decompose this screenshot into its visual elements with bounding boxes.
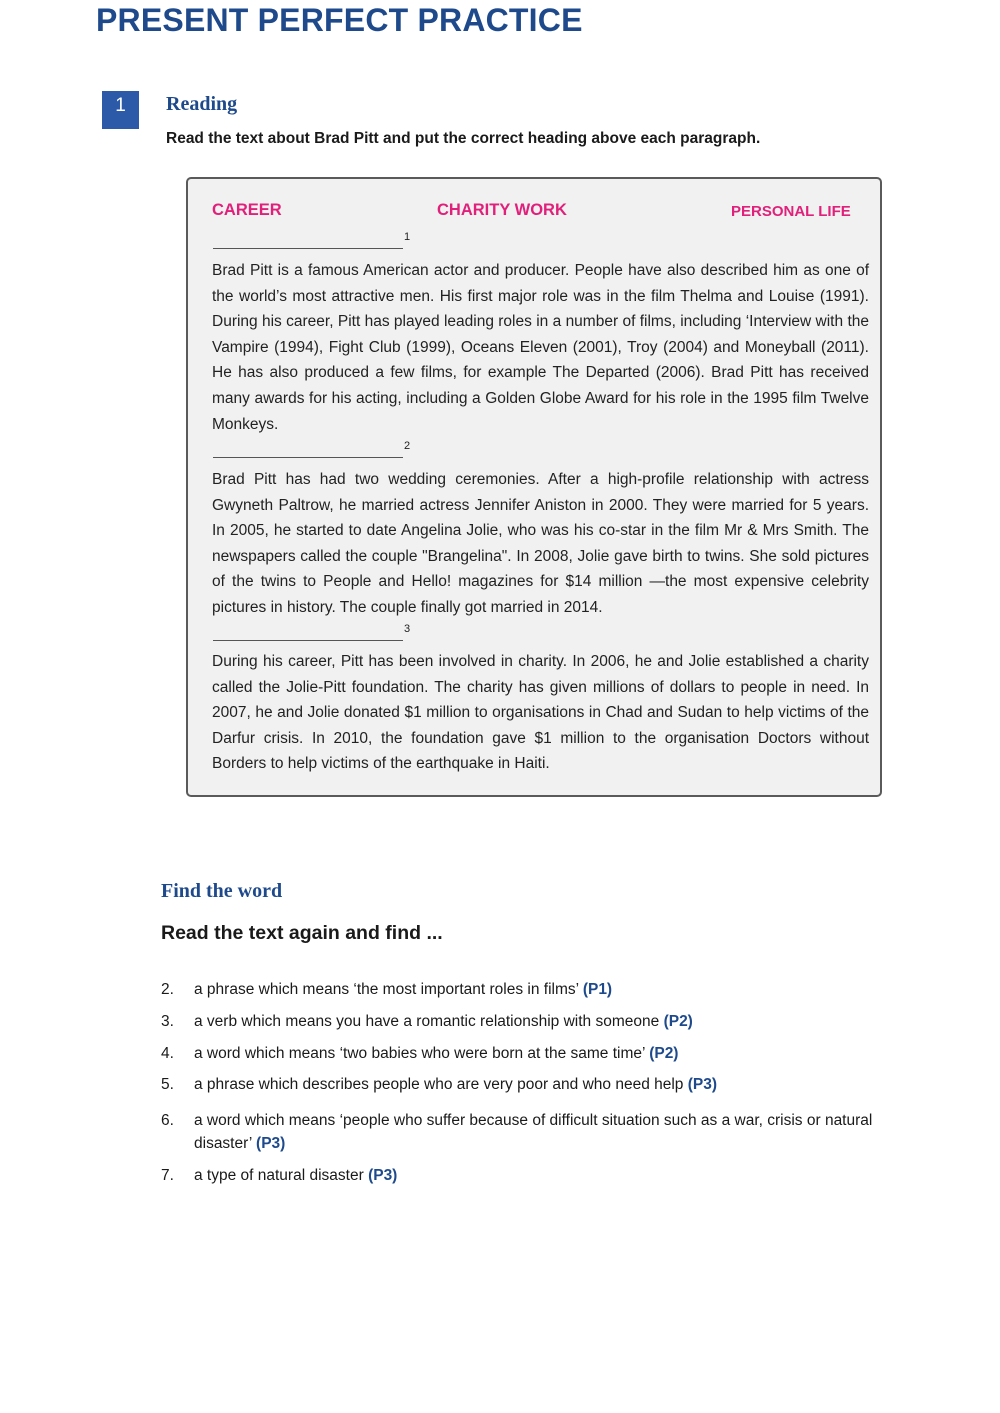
question-number: 5. — [161, 1076, 174, 1093]
reading-text-box — [186, 177, 882, 797]
paragraph-reference: (P2) — [663, 1013, 693, 1030]
heading-blank-2[interactable] — [213, 457, 403, 458]
question-text: a phrase which means ‘the most important roles in films’ — [194, 981, 579, 998]
find-the-word-heading: Find the word — [161, 880, 283, 902]
question-text: a word which means ‘people who suffer because of difficult situation such as a war, crisis or natural disaster’ — [194, 1112, 873, 1152]
page-title: PRESENT PERFECT PRACTICE — [96, 2, 583, 38]
heading-option-career: CAREER — [212, 201, 282, 219]
blank-number-3: 3 — [404, 623, 411, 635]
blank-number-1: 1 — [404, 231, 411, 243]
question-number: 6. — [161, 1112, 174, 1129]
reading-instruction: Read the text about Brad Pitt and put the correct heading above each paragraph. — [166, 130, 761, 147]
paragraph-2: Brad Pitt has had two wedding ceremonies. After a high-profile relationship with actress Gwyneth Paltrow, he married actress Jennifer Aniston in 2000. They were married for 5 years. In 2005, he started to date Angelina Jolie, who was his co-star in the film Mr & Mrs Smith. The newspapers called the couple "Brangelina". In 2008, Jolie gave birth to twins. She sold pictures of the twins to People and Hello! magazines for $14 million —the most expensive celebrity pictures in history. The couple finally got married in 2014. — [212, 471, 869, 616]
question-text: a type of natural disaster — [194, 1167, 364, 1184]
question-number: 3. — [161, 1013, 174, 1030]
paragraph-reference: (P2) — [649, 1045, 679, 1062]
blank-number-2: 2 — [404, 440, 411, 452]
question-number: 4. — [161, 1045, 174, 1062]
heading-option-charity-work: CHARITY WORK — [437, 201, 567, 219]
badge-tick-decoration — [140, 117, 141, 127]
paragraph-reference: (P3) — [368, 1167, 398, 1184]
question-text: a word which means ‘two babies who were born at the same time’ — [194, 1045, 645, 1062]
paragraph-reference: (P3) — [256, 1135, 286, 1152]
heading-option-personal-life: PERSONAL LIFE — [731, 203, 851, 220]
paragraph-3: During his career, Pitt has been involved in charity. In 2006, he and Jolie established a charity called the Jolie-Pitt foundation. The charity has given millions of dollars to people in need. In 2007, he and Jolie donated $1 million to organisations in Chad and Sudan to help victims of the Darfur crisis. In 2010, the foundation gave $1 million to the organisation Doctors without Borders to help victims of the earthquake in Haiti. — [212, 653, 869, 773]
reading-heading: Reading — [166, 93, 238, 115]
heading-blank-3[interactable] — [213, 640, 403, 641]
heading-blank-1[interactable] — [213, 248, 403, 249]
section-number: 1 — [115, 95, 126, 116]
question-number: 2. — [161, 981, 174, 998]
question-text: a verb which means you have a romantic relationship with someone — [194, 1013, 660, 1030]
question-text: a phrase which describes people who are very poor and who need help — [194, 1076, 684, 1093]
paragraph-1: Brad Pitt is a famous American actor and producer. People have also described him as one of the world’s most attractive men. His first major role was in the film Thelma and Louise (1991). During his career, Pitt has played leading roles in a number of films, including ‘Interview with the Vampire (1994), Fight Club (1999), Oceans Eleven (2001), Troy (2004) and Moneyball (2011). He has also produced a few films, for example The Departed (2006). Brad Pitt has received many awards for his acting, including a Golden Globe Award for his role in the 1995 film Twelve Monkeys. — [212, 262, 869, 433]
section-number-badge — [102, 91, 139, 129]
find-the-word-instruction: Read the text again and find ... — [161, 922, 443, 944]
paragraph-reference: (P3) — [687, 1076, 718, 1093]
paragraph-reference: (P1) — [582, 981, 613, 998]
question-number: 7. — [161, 1167, 174, 1184]
